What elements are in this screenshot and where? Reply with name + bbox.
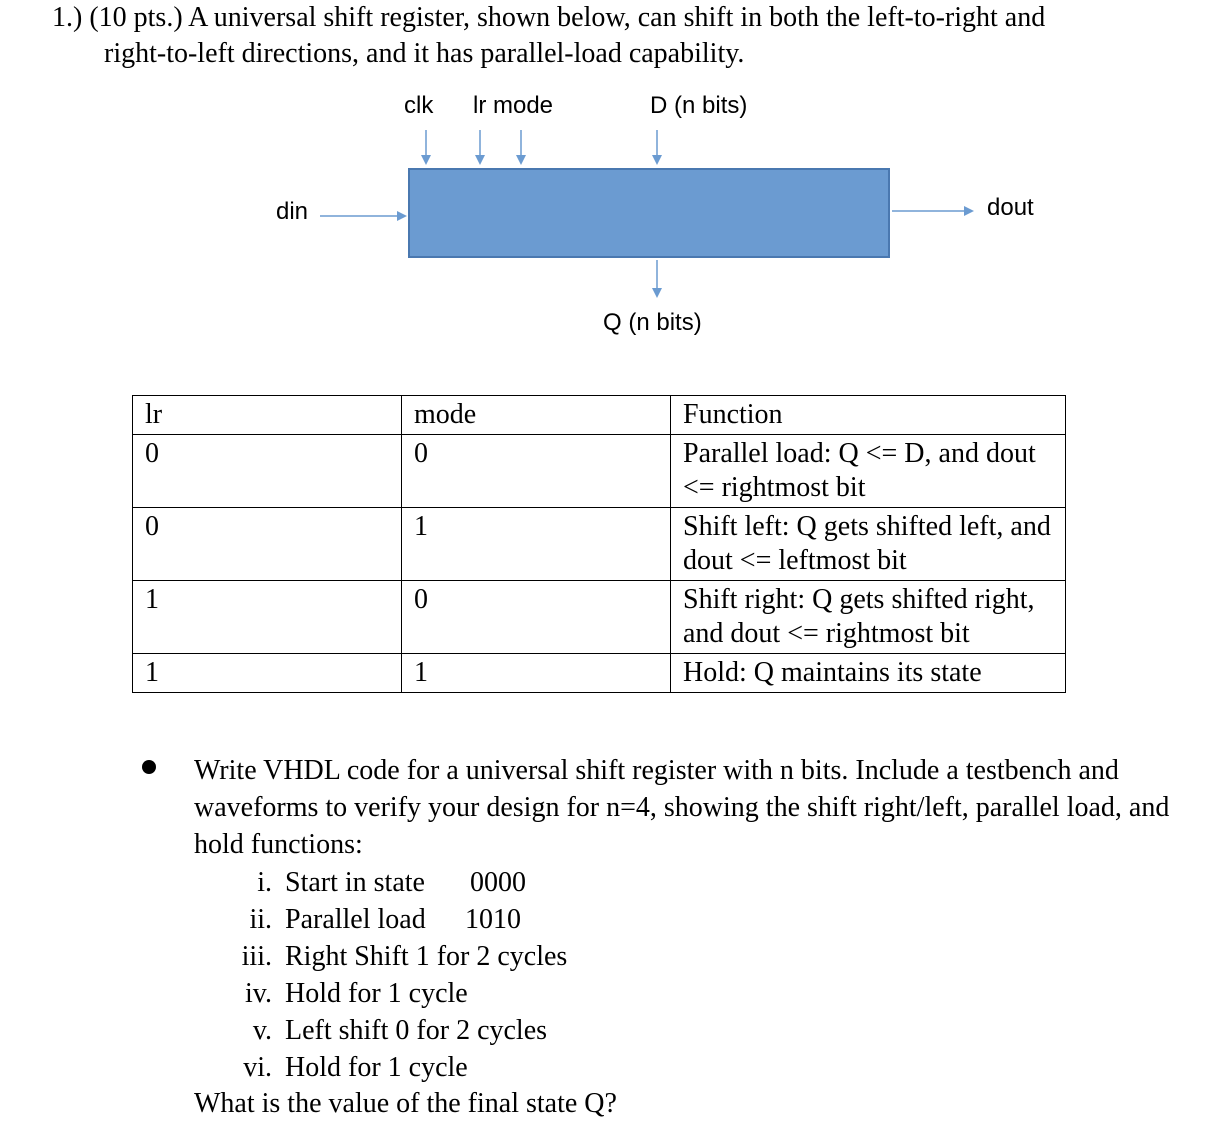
question-line-1: 1.) (10 pts.) A universal shift register, shown below, can shift in both the left-to-right and [52, 2, 1046, 33]
step-text: Parallel load [285, 904, 426, 935]
cell-lr: 1 [133, 581, 402, 654]
cell-lr: 1 [133, 654, 402, 693]
step-value: 1010 [465, 904, 521, 935]
header-function: Function [671, 396, 1066, 435]
header-lr: lr [133, 396, 402, 435]
question-line-2: right-to-left directions, and it has parallel-load capability. [104, 38, 745, 69]
cell-lr: 0 [133, 435, 402, 508]
step-number: i. [257, 867, 272, 898]
table-row [133, 654, 1066, 693]
step-text: Left shift 0 for 2 cycles [285, 1015, 548, 1046]
cutoff-question: What is the value of the final state Q? [194, 1088, 617, 1119]
step-number: iv. [245, 978, 272, 1009]
lr-mode-label: lr mode [473, 92, 554, 119]
step-number: ii. [249, 904, 272, 935]
steps-list [220, 864, 568, 1086]
step-text: Right Shift 1 for 2 cycles [285, 941, 568, 972]
list-item [220, 1049, 468, 1086]
instructions-paragraph: Write VHDL code for a universal shift register with n bits. Include a testbench and waveforms to verify your design for n=4, showing the shift right/left, parallel load, and hold functions: [194, 755, 1170, 860]
q-bits-label: Q (n bits) [603, 309, 702, 336]
cell-mode: 0 [402, 581, 671, 654]
cell-function: Shift left: Q gets shifted left, and dout <= leftmost bit [671, 508, 1066, 581]
list-item [220, 864, 526, 901]
step-number: vi. [243, 1052, 272, 1083]
table-header-row [133, 396, 1066, 435]
header-mode: mode [402, 396, 671, 435]
cell-lr: 0 [133, 508, 402, 581]
list-item [220, 975, 468, 1012]
cell-mode: 1 [402, 654, 671, 693]
step-number: v. [252, 1015, 272, 1046]
cell-function: Shift right: Q gets shifted right, and dout <= rightmost bit [671, 581, 1066, 654]
shift-register-diagram [0, 0, 1216, 360]
cell-function: Hold: Q maintains its state [671, 654, 1066, 693]
list-item [220, 938, 568, 975]
list-item [220, 901, 521, 938]
function-table [132, 395, 1066, 693]
step-number: iii. [241, 941, 272, 972]
bullet-icon [142, 760, 156, 774]
step-text: Start in state [285, 867, 425, 898]
step-text: Hold for 1 cycle [285, 978, 468, 1009]
table-row [133, 581, 1066, 654]
cell-mode: 1 [402, 508, 671, 581]
register-block [409, 169, 889, 257]
clk-label: clk [404, 92, 434, 119]
step-text: Hold for 1 cycle [285, 1052, 468, 1083]
list-item [220, 1012, 548, 1049]
cell-function: Parallel load: Q <= D, and dout <= rightmost bit [671, 435, 1066, 508]
din-label: din [276, 198, 309, 225]
d-bits-label: D (n bits) [650, 92, 748, 119]
cell-mode: 0 [402, 435, 671, 508]
step-value: 0000 [470, 867, 526, 898]
table-row [133, 435, 1066, 508]
table-row [133, 508, 1066, 581]
dout-label: dout [987, 194, 1034, 221]
